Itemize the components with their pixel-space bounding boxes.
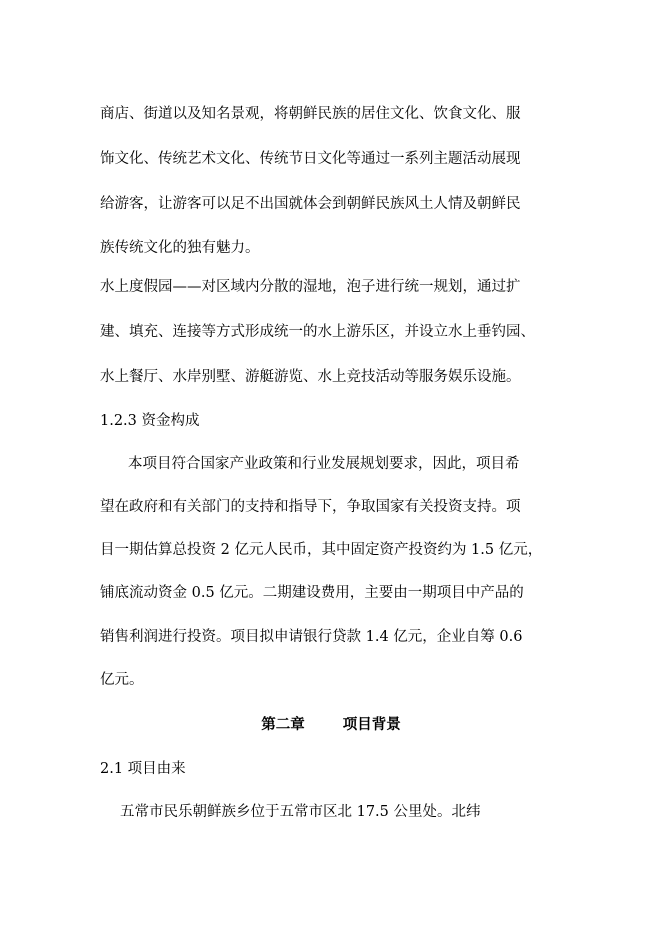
paragraph-line: 本项目符合国家产业政策和行业发展规划要求，因此，项目希 [128,456,520,472]
chapter-heading [0,715,662,735]
paragraph-line: 饰文化、传统艺术文化、传统节日文化等通过一系列主题活动展现 [100,151,521,167]
paragraph-line: 水上度假园——对区域内分散的湿地，泡子进行统一规划，通过扩 [100,279,521,295]
paragraph-line: 销售利润进行投资。项目拟申请银行贷款 1.4 亿元，企业自筹 0.6 [100,629,523,645]
paragraph-line: 五常市民乐朝鲜族乡位于五常市区北 17.5 公里处。北纬 [120,804,481,820]
chapter-number: 第二章 [261,716,305,733]
paragraph-line: 商店、街道以及知名景观，将朝鲜民族的居住文化、饮食文化、服 [100,106,521,122]
section-heading-2-1: 2.1 项目由来 [100,761,186,777]
chapter-title: 项目背景 [342,716,401,733]
section-heading-1-2-3: 1.2.3 资金构成 [100,413,200,429]
paragraph-line: 水上餐厅、水岸别墅、游艇游览、水上竞技活动等服务娱乐设施。 [100,369,521,385]
paragraph-line: 目一期估算总投资 2 亿元人民币，其中固定资产投资约为 1.5 亿元， [100,542,543,558]
paragraph-line: 族传统文化的独有魅力。 [100,240,260,256]
paragraph-line: 建、填充、连接等方式形成统一的水上游乐区，并设立水上垂钓园、 [100,324,535,340]
paragraph-line: 铺底流动资金 0.5 亿元。二期建设费用，主要由一期项目中产品的 [100,585,524,601]
paragraph-line: 亿元。 [100,672,144,688]
paragraph-line: 望在政府和有关部门的支持和指导下，争取国家有关投资支持。项 [100,499,521,515]
paragraph-line: 给游客，让游客可以足不出国就体会到朝鲜民族风土人情及朝鲜民 [100,196,521,212]
